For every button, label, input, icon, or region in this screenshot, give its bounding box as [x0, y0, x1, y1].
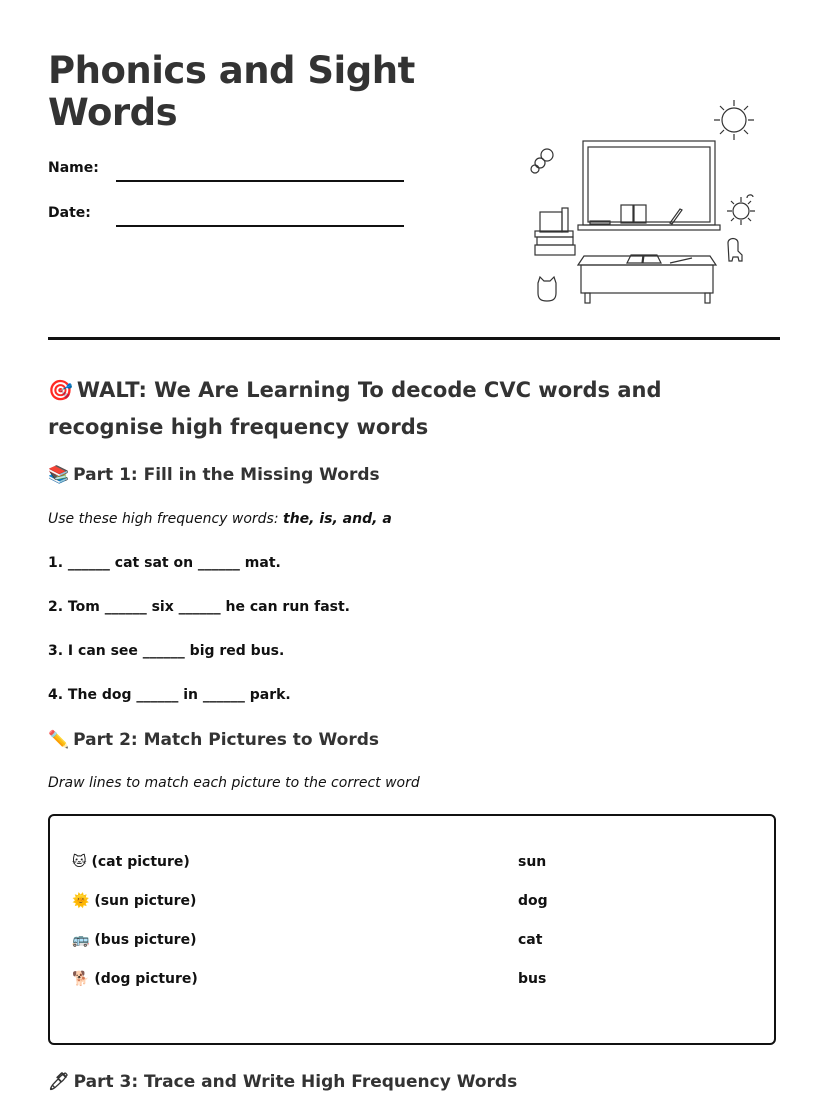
date-label: Date:: [48, 205, 91, 221]
part1-heading: [48, 465, 380, 485]
question-2[interactable]: 2. Tom ______ six ______ he can run fast.: [48, 599, 351, 615]
match-word-cat[interactable]: cat: [518, 932, 543, 948]
header-divider: [48, 337, 780, 340]
part1-heading-text: Part 1: Fill in the Missing Words: [73, 465, 380, 485]
picture-label: (cat picture): [91, 854, 190, 870]
match-word-sun[interactable]: sun: [518, 854, 547, 870]
chalkboard-icon: [578, 141, 720, 230]
picture-cat[interactable]: [72, 854, 190, 870]
part2-heading: [48, 730, 379, 750]
sun-small-icon: [727, 195, 755, 225]
cat-icon: [538, 277, 556, 301]
picture-bus[interactable]: [72, 932, 196, 948]
part1-instruction: [48, 511, 392, 527]
name-line[interactable]: [116, 180, 404, 182]
dog-icon: 🐕: [72, 971, 90, 987]
desk-icon: [578, 255, 716, 303]
pen-icon: 🖊: [48, 1072, 70, 1092]
name-label: Name:: [48, 160, 99, 176]
picture-dog[interactable]: [72, 971, 198, 987]
match-word-bus[interactable]: bus: [518, 971, 547, 987]
picture-label: (sun picture): [94, 893, 197, 909]
instruction-word-bank: the, is, and, a: [283, 511, 392, 527]
picture-sun[interactable]: [72, 893, 196, 909]
cat-face-icon: 🐱: [72, 854, 87, 870]
dog-icon: [728, 239, 742, 262]
part2-heading-text: Part 2: Match Pictures to Words: [73, 730, 379, 750]
part3-heading-text: Part 3: Trace and Write High Frequency Words: [73, 1072, 518, 1092]
question-4[interactable]: 4. The dog ______ in ______ park.: [48, 687, 291, 703]
picture-label: (bus picture): [94, 932, 197, 948]
sun-icon: [714, 100, 754, 140]
pencil-icon: ✏️: [48, 730, 70, 750]
classroom-illustration: [525, 95, 775, 315]
question-1[interactable]: 1. ______ cat sat on ______ mat.: [48, 555, 281, 571]
target-icon: 🎯: [48, 378, 73, 402]
books-icon: [535, 208, 575, 255]
walt-text: WALT: We Are Learning To decode CVC words and recognise high frequency words: [48, 378, 662, 439]
worksheet-title: Phonics and Sight Words: [48, 49, 415, 134]
balloon-icon: [531, 149, 553, 173]
part3-heading: [48, 1072, 517, 1092]
question-3[interactable]: 3. I can see ______ big red bus.: [48, 643, 285, 659]
instruction-prefix: Use these high frequency words:: [48, 511, 284, 527]
match-word-dog[interactable]: dog: [518, 893, 548, 909]
matching-box: [48, 814, 776, 1045]
date-line[interactable]: [116, 225, 404, 227]
part2-instruction: Draw lines to match each picture to the correct word: [48, 775, 420, 791]
sun-face-icon: 🌞: [72, 893, 90, 909]
walt-heading: [48, 372, 780, 446]
picture-label: (dog picture): [94, 971, 198, 987]
bus-icon: 🚌: [72, 932, 90, 948]
books-icon: 📚: [48, 465, 70, 485]
